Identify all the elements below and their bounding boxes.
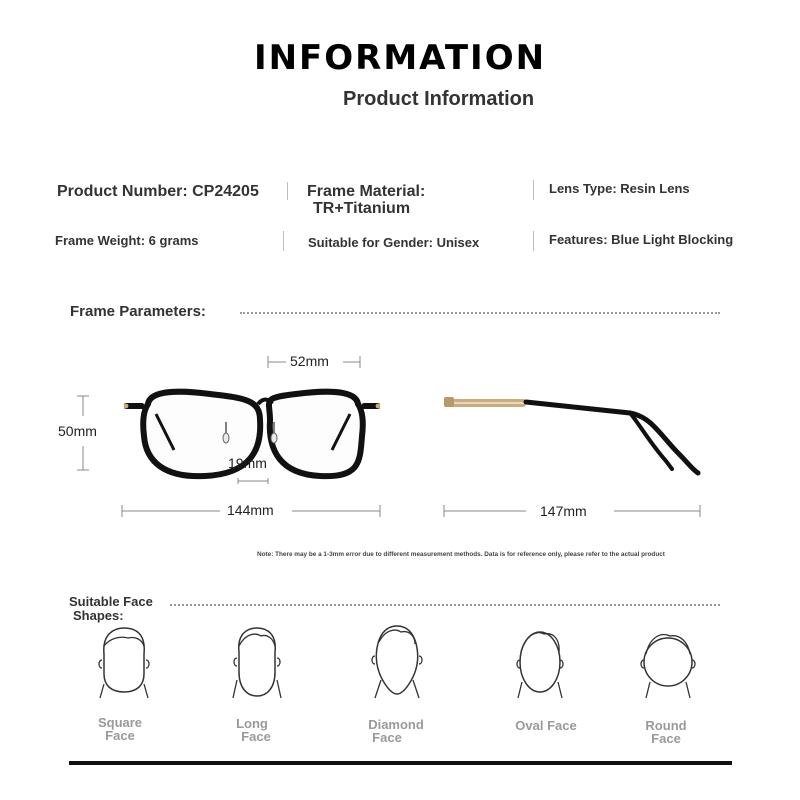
lens-height-label: 50mm <box>58 423 97 439</box>
spec-divider <box>533 231 534 251</box>
spec-divider <box>287 182 288 200</box>
face-label-oval: Oval Face <box>515 718 577 733</box>
frame-parameters-label: Frame Parameters: <box>70 303 206 320</box>
face-shapes-dotted-rule <box>170 604 720 606</box>
frame-material-label: Frame Material: <box>307 183 426 200</box>
face-label-long: Long Face <box>236 716 271 744</box>
frame-material-value: TR+Titanium <box>313 200 411 217</box>
product-number: Product Number: CP24205 <box>57 183 259 200</box>
features: Features: Blue Light Blocking <box>549 232 734 247</box>
square-face-icon <box>92 624 156 700</box>
measurement-note: Note: There may be a 1-3mm error due to different measurement methods. Data is for reference only, please refer to the actual product <box>257 551 665 558</box>
spec-divider <box>533 180 534 200</box>
gender: Suitable for Gender: Unisex <box>308 235 480 250</box>
temple-length-label: 147mm <box>540 503 587 519</box>
face-label-diamond: Diamond Face <box>368 717 424 745</box>
page-title: INFORMATION <box>253 38 547 78</box>
bridge-width-label: 19mm <box>228 455 267 471</box>
round-face-icon <box>636 624 700 700</box>
lens-width-label: 52mm <box>290 353 329 369</box>
oval-face-icon <box>508 624 572 700</box>
long-face-icon <box>225 624 289 700</box>
frame-weight: Frame Weight: 6 grams <box>55 233 199 248</box>
spec-divider <box>283 231 284 251</box>
frame-width-label: 144mm <box>227 502 274 518</box>
lens-type: Lens Type: Resin Lens <box>549 181 690 196</box>
frame-parameters-dotted-rule <box>240 312 720 314</box>
bottom-rule <box>69 761 732 765</box>
face-label-square: Square Face <box>97 715 143 743</box>
diamond-face-icon <box>365 622 429 700</box>
face-shapes-label-line2: Shapes: <box>73 608 124 623</box>
face-shapes-label <box>69 595 153 623</box>
face-label-round: Round Face <box>645 718 687 746</box>
page-subtitle: Product Information <box>343 88 535 110</box>
face-shapes-label-line1: Suitable Face <box>69 594 153 609</box>
